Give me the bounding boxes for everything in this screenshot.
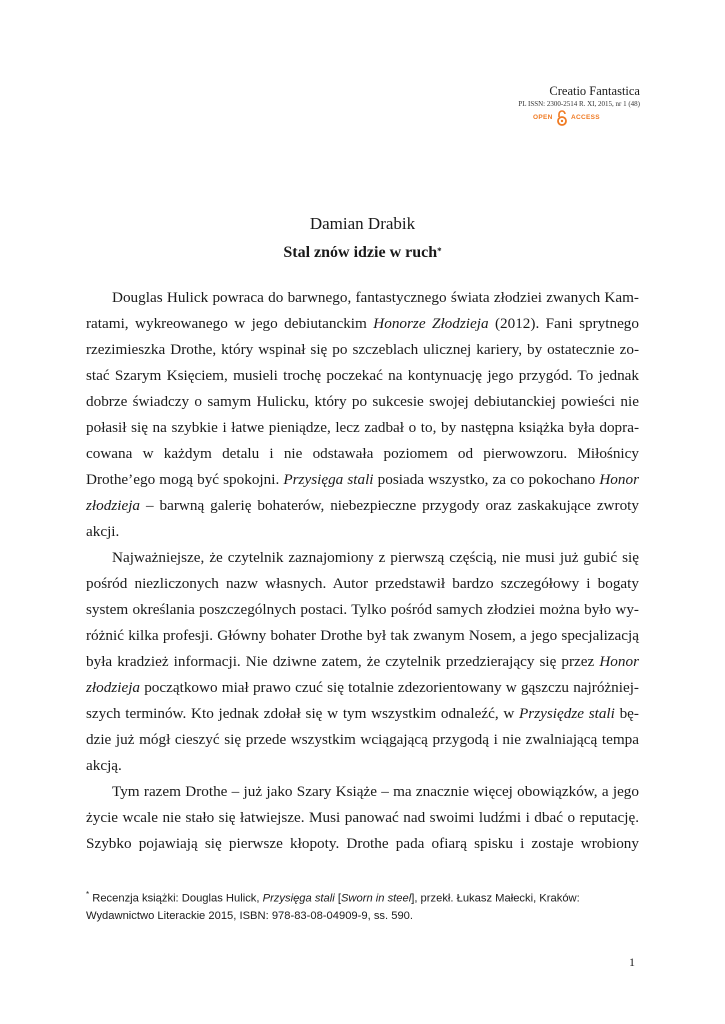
body-line: akcji.	[86, 523, 120, 540]
body-line: Najważniejsze, że czytelnik zaznajomiony z pierwszą częścią, nie musi już gubić się	[112, 549, 639, 566]
body-line: dobrze świadczy o samym Hulicku, który po sukcesie swojej debiutanckiej powieści nie	[86, 393, 639, 410]
journal-title: Creatio Fantastica	[549, 84, 640, 98]
open-access-right-text: ACCESS	[571, 114, 600, 121]
journal-header	[518, 84, 640, 109]
article-title-text: Stal znów idzie w ruch	[283, 244, 438, 261]
body-line: Tym razem Drothe – już jako Szary Książe – ma znacznie więcej obowiązków, a jego	[112, 783, 639, 800]
page-number: 1	[629, 955, 635, 969]
body-line: złodzieja – barwną galerię bohaterów, niebezpieczne przygody oraz zaskakujące zwroty	[86, 497, 639, 514]
open-access-logo	[533, 110, 603, 126]
body-line: pośród niezliczonych nazw własnych. Autor przedstawił bardzo szczegółowy i bogaty	[86, 575, 639, 592]
body-line: akcją.	[86, 757, 122, 774]
footnote-line-1	[86, 886, 639, 908]
body-line: szych terminów. Kto jednak zdołał się w tym wszystkim odnaleźć, w Przysiędze stali bę-	[86, 705, 639, 722]
open-access-left-text: OPEN	[533, 114, 553, 121]
footnote-bracket-open: [	[337, 892, 341, 905]
body-line: złodzieja początkowo miał prawo czuć się totalnie zdezorientowany w gąszczu najróżniej-	[86, 679, 639, 696]
body-line: życie wcale nie stało się łatwiejsze. Musi panować nad swoimi ludźmi i dbać o reputację.	[86, 809, 639, 826]
footnote-line-2: Wydawnictwo Literackie 2015, ISBN: 978-83-08-04909-9, ss. 590.	[86, 909, 413, 922]
footnote-marker: *	[86, 890, 90, 899]
body-line: różnić kilka profesji. Główny bohater Drothe był tak zwanym Nosem, a jego specjalizacją	[86, 627, 639, 644]
author-name: Damian Drabik	[309, 214, 416, 233]
body-line: stać Szarym Księciem, musieli trochę poczekać na kontynuację jego przygód. To jednak	[86, 367, 639, 384]
footnote-original-title: Sworn in steel	[340, 892, 412, 905]
body-line: była kradzież informacji. Nie dziwne zatem, że czytelnik przedzierający się przez Honor	[86, 653, 639, 670]
open-access-lock-icon	[556, 110, 568, 126]
body-line: system określania poszczególnych postaci. Tylko pośród samych złodziei można było wy-	[86, 601, 639, 618]
body-line: ratami, wykreowanego w jego debiutanckim Honorze Złodzieja (2012). Fani sprytnego	[86, 315, 639, 332]
body-line: Drothe’ego mogą być spokojni. Przysięga stali posiada wszystko, za co pokochano Honor	[86, 471, 639, 488]
footnote	[86, 886, 639, 925]
body-line: dzie już mógł cieszyć się przede wszystkim wciągającą przygodą i nie zwalniającą tempa	[86, 731, 639, 748]
title-footnote-marker: *	[437, 246, 442, 256]
body-line: rzezimieszka Drothe, który wspinał się po szczeblach ulicznej kariery, by ostatecznie zo-	[86, 341, 639, 358]
body-line: Douglas Hulick powraca do barwnego, fantastycznego świata złodziei zwanych Kam-	[112, 289, 639, 306]
footnote-text: Recenzja książki: Douglas Hulick,	[92, 892, 260, 905]
body-line: połasił się na szybkie i łatwe pieniądze, lecz zadbał o to, by następna książka była dopra-	[86, 419, 639, 436]
body-line: Szybko pojawiają się pierwsze kłopoty. Drothe pada ofiarą spisku i zostaje wrobiony	[86, 835, 639, 852]
footnote-text-2: ], przekł. Łukasz Małecki, Kraków:	[411, 892, 580, 905]
footnote-book-title: Przysięga stali	[262, 892, 335, 905]
body-line: cowana w każdym detalu i nie odstawała poziomem od pierwowzoru. Miłośnicy	[86, 445, 639, 462]
article-title	[0, 242, 725, 264]
journal-issn: PL ISSN: 2300-2514 R. XI, 2015, nr 1 (48)	[518, 100, 640, 108]
